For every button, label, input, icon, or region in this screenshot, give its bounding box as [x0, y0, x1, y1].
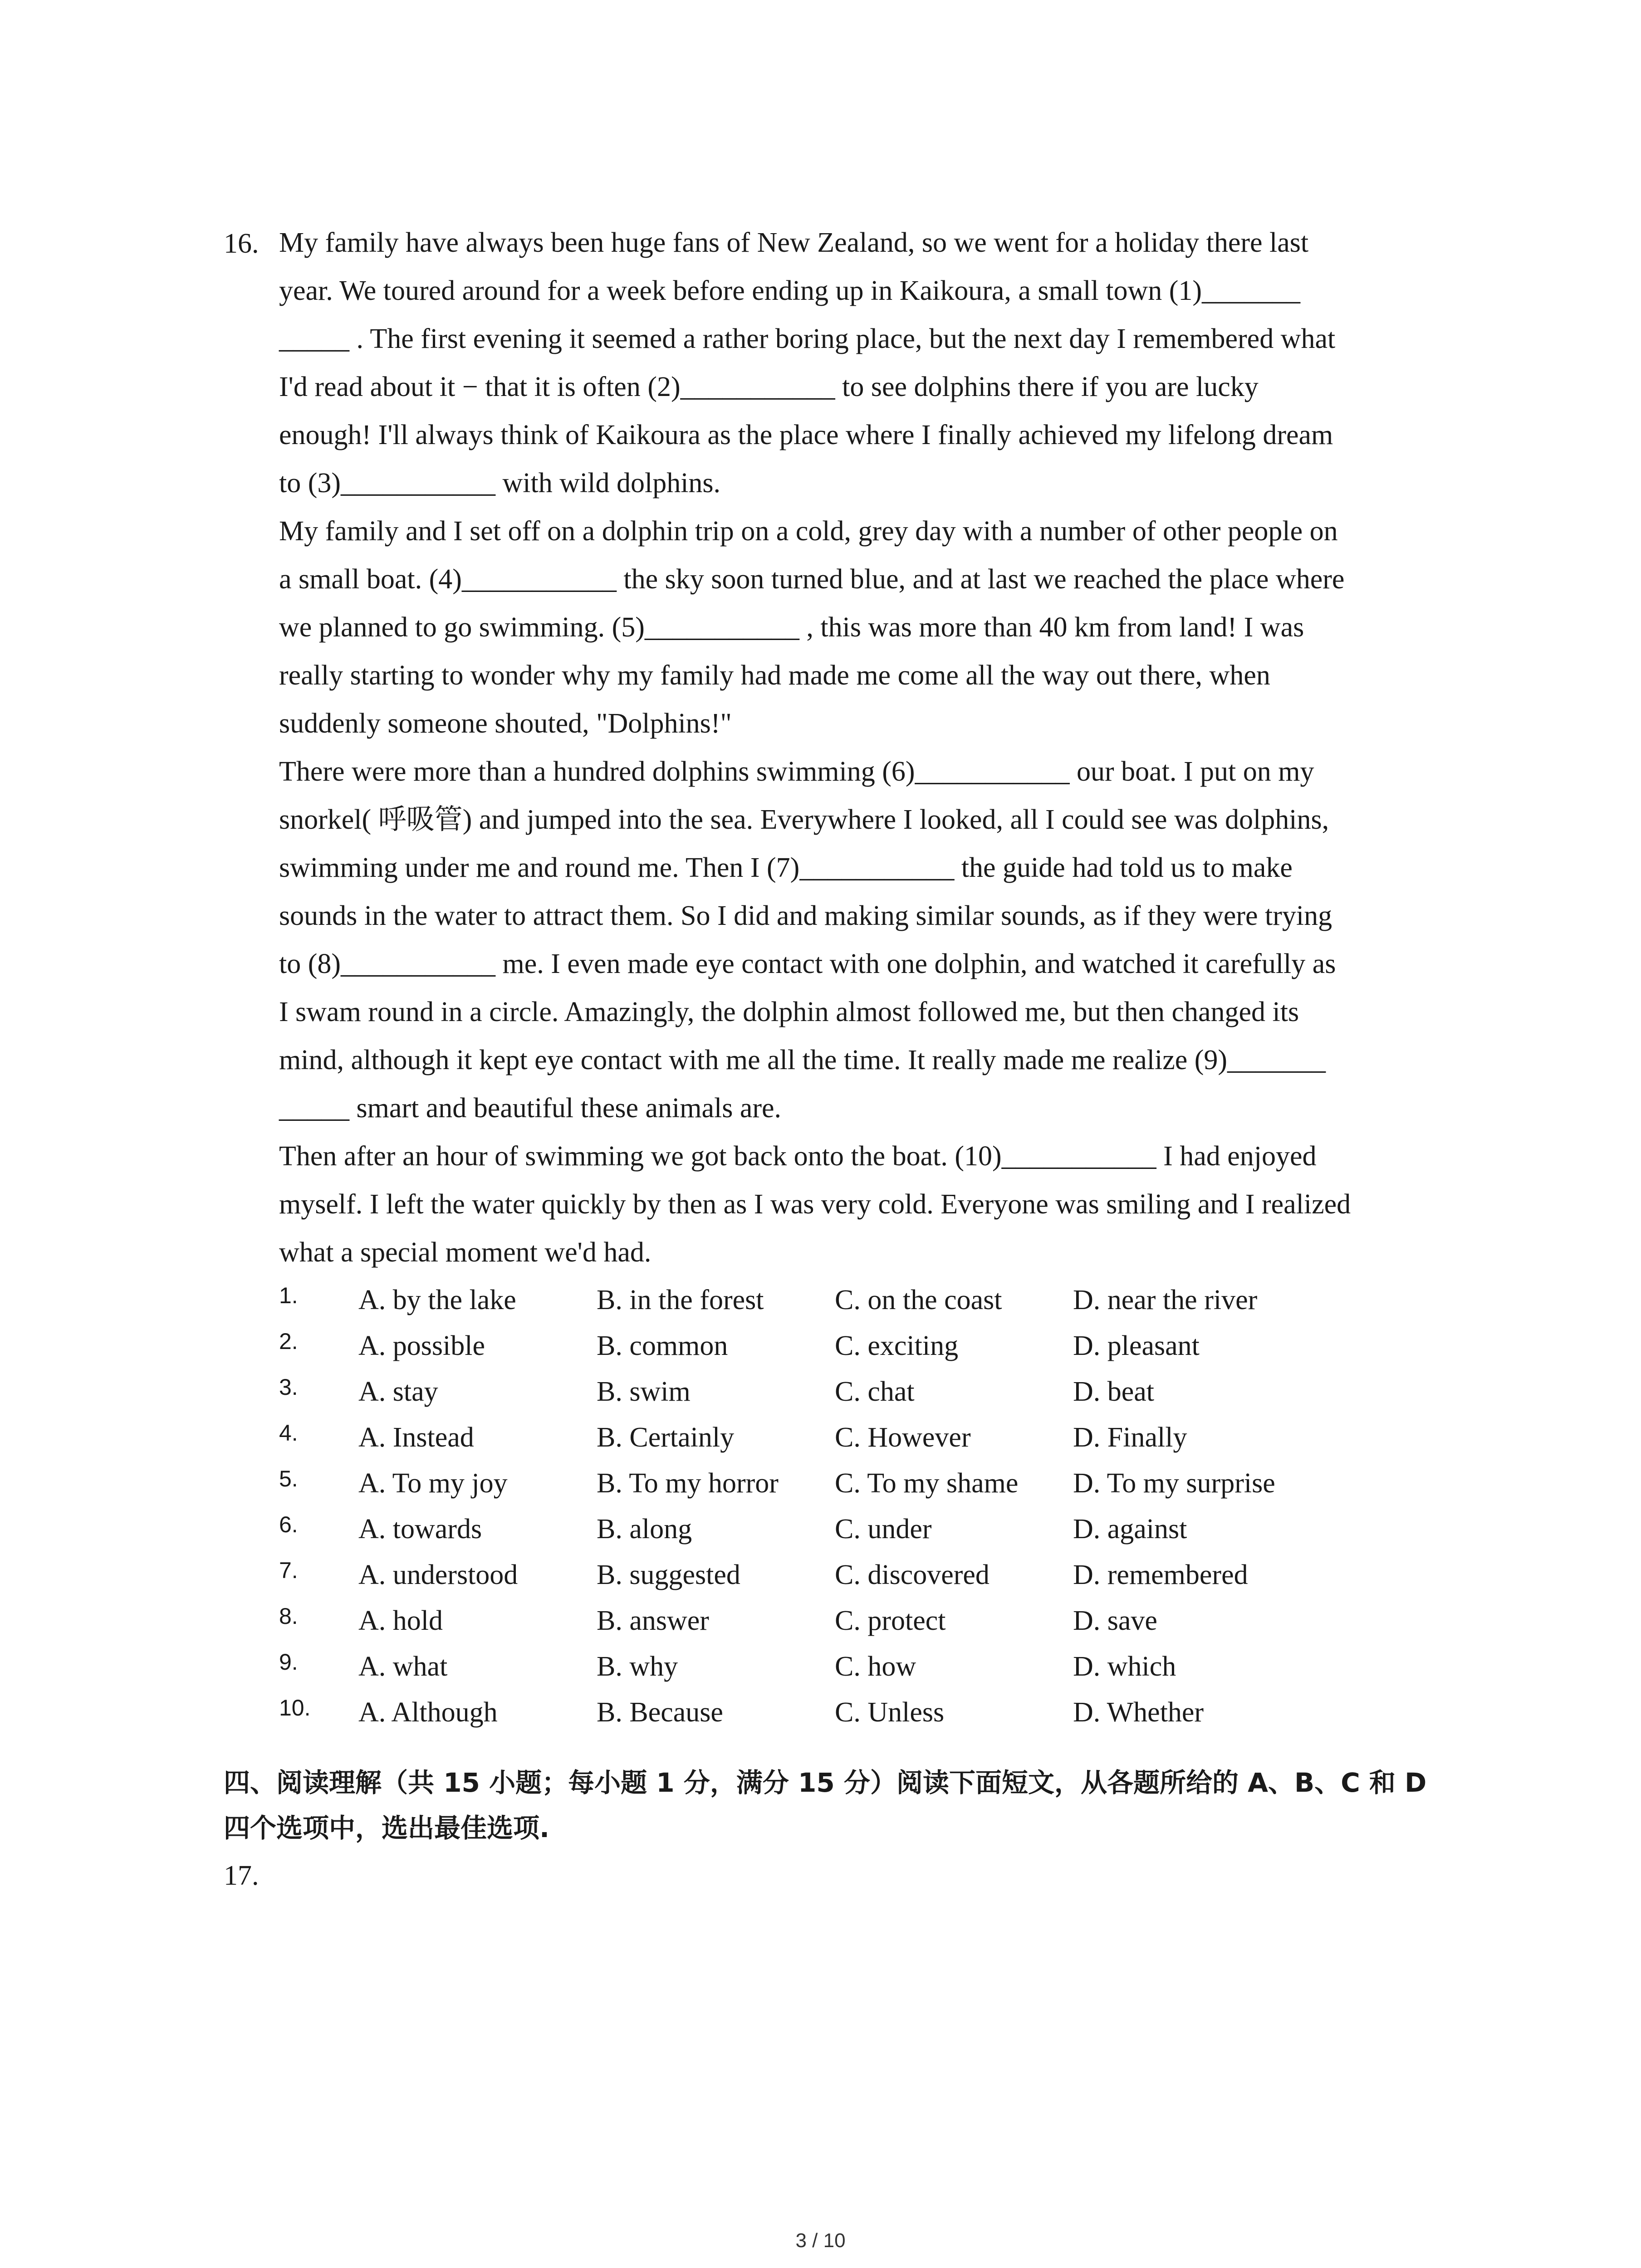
question-number: 16. — [224, 228, 259, 259]
passage-paragraph-1: My family have always been huge fans of New Zealand, so we went for a holiday there last year. We toured around for a week before ending up in Kaikoura, a small town (1)_______ _____ . The first evening it seemed a rather boring place, but the next day I remembered what I'd read about it − that it is often (2)___________ to see dolphins there if you are lucky enough! I'll always think of Kaikoura as the place where I finally achieved my lifelong dream to (3)___________ with wild dolphins. — [279, 227, 1336, 499]
option-d: D. near the river — [1073, 1285, 1258, 1315]
option-d: D. which — [1073, 1651, 1176, 1682]
option-index: 4. — [279, 1420, 298, 1446]
option-b: B. Certainly — [597, 1422, 735, 1453]
option-a: A. by the lake — [358, 1285, 516, 1315]
option-c: C. on the coast — [835, 1285, 1002, 1315]
option-c: C. To my shame — [835, 1468, 1019, 1499]
passage-paragraph-4: Then after an hour of swimming we got back onto the boat. (10)___________ I had enjoyed myself. I left the water quickly by then as I was very cold. Everyone was smiling and I realized what a special moment we'd had. — [279, 1141, 1351, 1268]
option-a: A. stay — [358, 1376, 438, 1407]
option-a: A. what — [358, 1651, 448, 1682]
option-d: D. against — [1073, 1514, 1187, 1545]
option-index: 7. — [279, 1558, 298, 1583]
option-d: D. pleasant — [1073, 1330, 1200, 1361]
option-b: B. why — [597, 1651, 678, 1682]
option-d: D. Finally — [1073, 1422, 1187, 1453]
option-a: A. towards — [358, 1514, 482, 1545]
question-number: 17. — [224, 1860, 259, 1891]
option-a: A. hold — [358, 1605, 443, 1636]
option-c: C. chat — [835, 1376, 915, 1407]
option-index: 9. — [279, 1649, 298, 1675]
option-b: B. in the forest — [597, 1285, 764, 1315]
option-b: B. To my horror — [597, 1468, 779, 1499]
option-c: C. under — [835, 1514, 932, 1545]
option-index: 2. — [279, 1329, 298, 1354]
option-a: A. Instead — [358, 1422, 474, 1453]
option-b: B. along — [597, 1514, 692, 1545]
option-c: C. protect — [835, 1605, 946, 1636]
option-a: A. understood — [358, 1559, 518, 1590]
option-index: 6. — [279, 1512, 298, 1537]
option-c: C. how — [835, 1651, 916, 1682]
option-c: C. discovered — [835, 1559, 989, 1590]
passage-paragraph-2: My family and I set off on a dolphin trip on a cold, grey day with a number of other people on a small boat. (4)___________ the sky soon turned blue, and at last we reached the place where we planned to go swimming. (5)___________ , this was more than 40 km from land! I was really starting to wonder why my family had made me come all the way out there, when suddenly someone shouted, "Dolphins!" — [279, 516, 1345, 739]
option-b: B. Because — [597, 1697, 723, 1728]
option-index: 10. — [279, 1695, 311, 1721]
option-d: D. beat — [1073, 1376, 1155, 1407]
option-d: D. Whether — [1073, 1697, 1204, 1728]
passage-paragraph-3: There were more than a hundred dolphins swimming (6)___________ our boat. I put on my snorkel( 呼吸管) and jumped into the sea. Everywhere I looked, all I could see was dolphins, swimming under me and round me. Then I (7)___________ the guide had told us to make sounds in the water to attract them. So I did and making similar sounds, as if they were trying to (8)___________ me. I even made eye contact with one dolphin, and watched it carefully as I swam round in a circle. Amazingly, the dolphin almost followed me, but then changed its mind, although it kept eye contact with me all the time. It really made me realize (9)_______ _____ smart and beautiful these animals are. — [279, 756, 1336, 1124]
option-c: C. However — [835, 1422, 971, 1453]
page-number: 3 / 10 — [795, 2229, 846, 2252]
option-index: 8. — [279, 1603, 298, 1629]
option-b: B. swim — [597, 1376, 691, 1407]
option-d: D. To my surprise — [1073, 1468, 1275, 1499]
option-d: D. save — [1073, 1605, 1157, 1636]
option-c: C. Unless — [835, 1697, 945, 1728]
option-index: 5. — [279, 1466, 298, 1491]
option-b: B. common — [597, 1330, 728, 1361]
option-a: A. possible — [358, 1330, 485, 1361]
option-index: 1. — [279, 1283, 298, 1308]
option-c: C. exciting — [835, 1330, 959, 1361]
option-index: 3. — [279, 1374, 298, 1400]
section-heading: 四、阅读理解（共 15 小题；每小题 1 分，满分 15 分）阅读下面短文，从各题所给的 A、B、C 和 D 四个选项中，选出最佳选项. — [224, 1767, 1427, 1843]
option-d: D. remembered — [1073, 1559, 1248, 1590]
option-a: A. Although — [358, 1697, 498, 1728]
option-a: A. To my joy — [358, 1468, 508, 1499]
option-b: B. suggested — [597, 1559, 740, 1590]
option-b: B. answer — [597, 1605, 709, 1636]
